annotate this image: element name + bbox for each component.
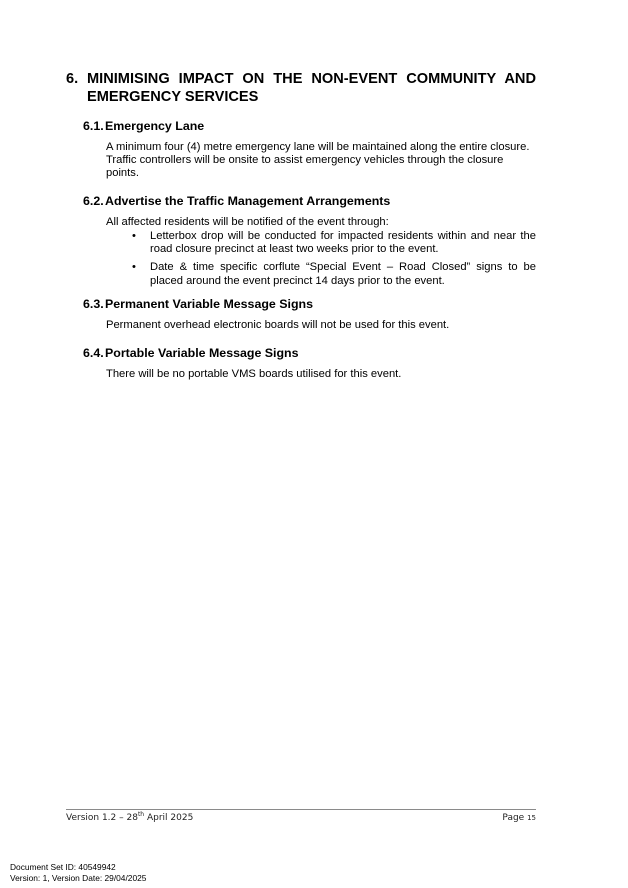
paragraph-permanent-vms: Permanent overhead electronic boards will not be used for this event. (106, 319, 450, 331)
paragraph-advertise-intro: All affected residents will be notified of the event through: (106, 216, 389, 228)
subsection-title: Advertise the Traffic Management Arrangements (105, 194, 391, 208)
bullet-list (106, 230, 536, 293)
subsection-heading-permanent-vms (83, 297, 543, 312)
footer-version-ordinal: th (137, 811, 145, 818)
footer-version-prefix: Version 1.2 – 28 (66, 813, 138, 823)
list-item (106, 261, 536, 287)
subsection-heading-emergency-lane (83, 119, 543, 134)
bullet-icon: • (132, 261, 136, 274)
subsection-number: 6.2. (83, 194, 104, 208)
footer-page-number: 15 (527, 814, 536, 822)
subsection-heading-advertise (83, 194, 543, 209)
subsection-title: Permanent Variable Message Signs (105, 297, 313, 311)
section-title: MINIMISING IMPACT ON THE NON-EVENT COMMUNITY AND EMERGENCY SERVICES (87, 71, 536, 105)
list-item-text: Date & time specific corflute “Special Event – Road Closed” signs to be placed around the event precinct 14 days prior to the event. (150, 261, 536, 287)
paragraph-emergency-lane: A minimum four (4) metre emergency lane will be maintained along the entire closure. Traffic controllers will be onsite to assist emergency vehicles through the closure points. (106, 141, 530, 180)
list-item (106, 230, 536, 256)
list-item-text: Letterbox drop will be conducted for impacted residents within and near the road closure precinct at least two weeks prior to the event. (150, 230, 536, 256)
footer-page (496, 813, 536, 824)
footer-version-date: April 2025 (144, 813, 194, 823)
document-version: Version: 1, Version Date: 29/04/2025 (10, 872, 147, 883)
subsection-title: Emergency Lane (105, 119, 205, 133)
document-set-id: Document Set ID: 40549942 (10, 862, 116, 872)
footer-version (66, 813, 193, 824)
subsection-title: Portable Variable Message Signs (105, 346, 299, 360)
subsection-number: 6.1. (83, 119, 104, 133)
document-stamp (10, 862, 146, 883)
subsection-number: 6.4. (83, 346, 104, 360)
subsection-number: 6.3. (83, 297, 104, 311)
paragraph-portable-vms: There will be no portable VMS boards utilised for this event. (106, 368, 402, 380)
section-number: 6. (66, 71, 79, 87)
footer-divider (66, 809, 536, 810)
section-heading (66, 71, 536, 106)
footer-page-label: Page (502, 813, 528, 823)
bullet-icon: • (132, 230, 136, 242)
subsection-heading-portable-vms (83, 346, 543, 361)
